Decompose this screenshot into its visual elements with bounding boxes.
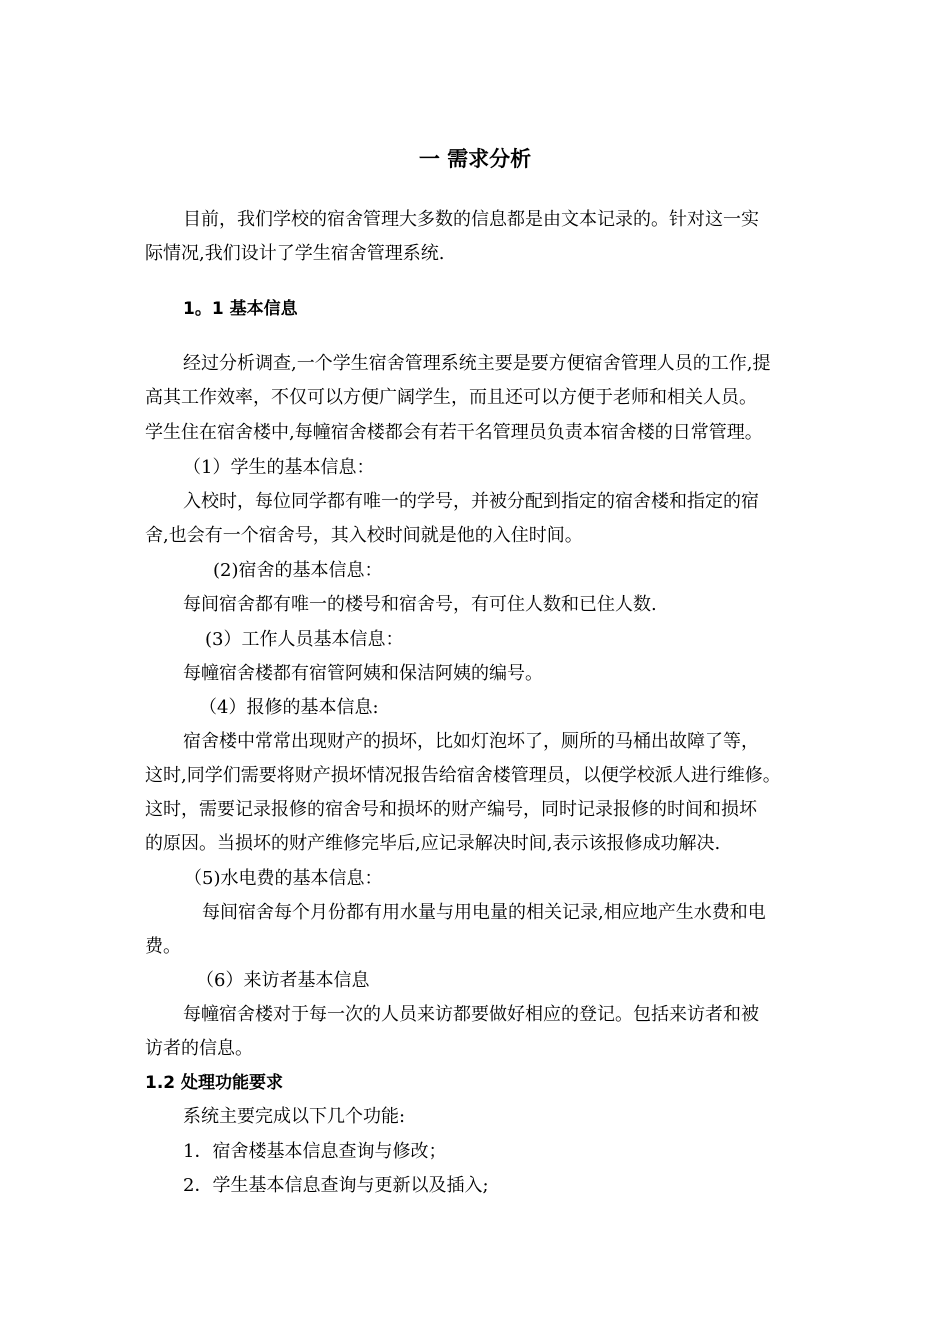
section1-paragraph-line-1: 经过分析调查,一个学生宿舍管理系统主要是要方便宿舍管理人员的工作,提 <box>183 353 771 374</box>
section-heading-processing-functions: 1.2 处理功能要求 <box>145 1073 284 1093</box>
item1-text-line-1: 入校时，每位同学都有唯一的学号，并被分配到指定的宿舍楼和指定的宿 <box>183 491 759 512</box>
item4-text-line-2: 这时,同学们需要将财产损坏情况报告给宿舍楼管理员，以便学校派人进行维修。 <box>145 765 781 786</box>
item2-heading: (2)宿舍的基本信息： <box>213 560 383 581</box>
function-list-item-1: 1．宿舍楼基本信息查询与修改； <box>183 1141 447 1162</box>
item4-text-line-1: 宿舍楼中常常出现财产的损坏，比如灯泡坏了，厕所的马桶出故障了等， <box>183 731 759 752</box>
item1-text-line-2: 舍,也会有一个宿舍号，其入校时间就是他的入住时间。 <box>145 525 583 546</box>
section2-intro: 系统主要完成以下几个功能: <box>183 1106 406 1127</box>
item5-text-line-2: 费。 <box>145 936 181 957</box>
item5-text-line-1: 每间宿舍每个月份都有用水量与用电量的相关记录,相应地产生水费和电 <box>202 902 766 923</box>
section-heading-basic-info: 1。1 基本信息 <box>183 299 298 319</box>
item5-heading: （5)水电费的基本信息： <box>184 868 383 889</box>
document-title: 一 需求分析 <box>418 147 532 171</box>
intro-line-1: 目前，我们学校的宿舍管理大多数的信息都是由文本记录的。针对这一实 <box>183 209 759 230</box>
function-list-item-2: 2．学生基本信息查询与更新以及插入; <box>183 1175 489 1196</box>
item3-text: 每幢宿舍楼都有宿管阿姨和保洁阿姨的编号。 <box>183 663 543 684</box>
item2-text: 每间宿舍都有唯一的楼号和宿舍号，有可住人数和已住人数. <box>183 594 657 615</box>
item4-heading: （4）报修的基本信息: <box>199 697 379 718</box>
item1-heading: （1）学生的基本信息： <box>183 457 375 478</box>
item3-heading: (3）工作人员基本信息： <box>205 629 404 650</box>
section1-paragraph-line-3: 学生住在宿舍楼中,每幢宿舍楼都会有若干名管理员负责本宿舍楼的日常管理。 <box>145 422 763 443</box>
item6-text-line-1: 每幢宿舍楼对于每一次的人员来访都要做好相应的登记。包括来访者和被 <box>183 1004 759 1025</box>
item4-text-line-3: 这时，需要记录报修的宿舍号和损坏的财产编号，同时记录报修的时间和损坏 <box>145 799 757 820</box>
item6-heading: （6）来访者基本信息 <box>196 970 370 991</box>
intro-line-2: 际情况,我们设计了学生宿舍管理系统. <box>145 243 445 264</box>
section1-paragraph-line-2: 高其工作效率，不仅可以方便广阔学生，而且还可以方便于老师和相关人员。 <box>145 387 757 408</box>
item4-text-line-4: 的原因。当损坏的财产维修完毕后,应记录解决时间,表示该报修成功解决. <box>145 833 721 854</box>
item6-text-line-2: 访者的信息。 <box>145 1038 253 1059</box>
